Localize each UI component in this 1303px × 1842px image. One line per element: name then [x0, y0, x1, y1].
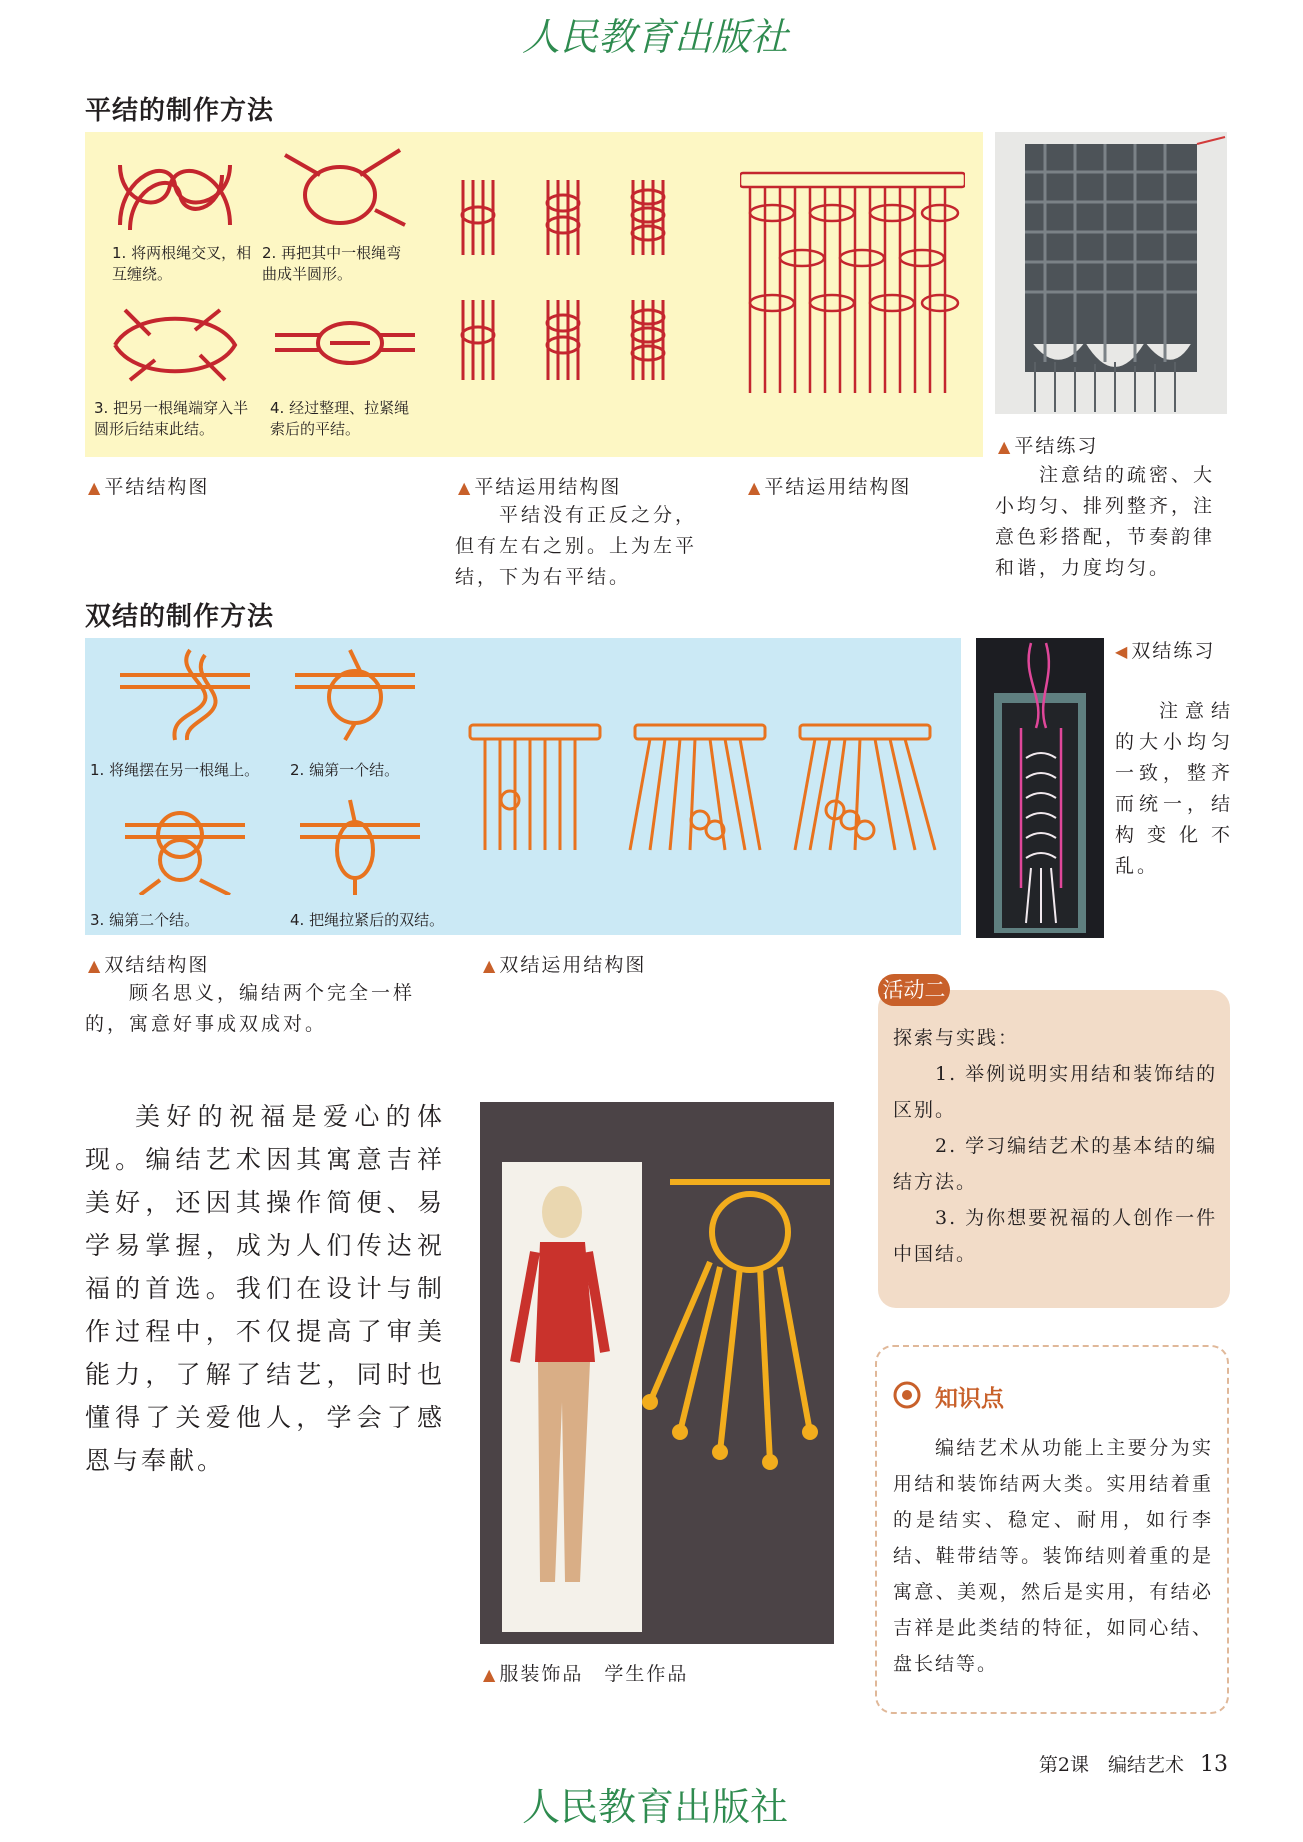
caption-double-knot-application: ▲ 双结运用结构图 — [483, 954, 647, 976]
page-number: 13 — [1200, 1752, 1228, 1777]
note-double-knot-structure: 顾名思义，编结两个完全一样的，寓意好事成双成对。 — [85, 982, 416, 1035]
flat-knot-step4-text: 4. 经过整理、拉紧绳索后的平结。 — [270, 399, 410, 438]
flat-knot-step1-text: 1. 将两根绳交叉，相互缠绕。 — [112, 244, 252, 283]
activity-badge: 活动二 — [878, 974, 950, 1006]
publisher-logo — [470, 10, 840, 62]
flat-knot-application-diagram-1 — [455, 175, 695, 390]
svg-text:人民教育出版社: 人民教育出版社 — [521, 15, 789, 59]
body-paragraph: 美好的祝福是爱心的体现。编结艺术因其寓意吉祥美好，还因其操作简便、易学易掌握，成为人们传达祝福的首选。我们在设计与制作过程中，不仅提高了审美能力，了解了结艺，同时也懂得了关爱他人，学会了感恩与奉献。 — [85, 1102, 445, 1475]
publisher-logo-bottom — [470, 1780, 840, 1832]
caption-flat-knot-practice: ▲ 平结练习 — [998, 435, 1099, 457]
flat-knot-step3-illustration — [110, 300, 240, 390]
double-knot-practice-photo — [976, 638, 1104, 938]
svg-text:人民教育出版社: 人民教育出版社 — [521, 1785, 789, 1829]
target-icon — [892, 1380, 922, 1410]
flat-knot-step3-text: 3. 把另一根绳端穿入半圆形后结束此结。 — [94, 399, 249, 438]
activity-heading: 探索与实践： — [893, 1027, 1020, 1049]
activity-item: 2. 学习编结艺术的基本结的编结方法。 — [893, 1135, 1218, 1193]
double-knot-step3-text: 3. 编第二个结。 — [90, 911, 200, 929]
section-title-double-knot: 双结的制作方法 — [85, 602, 275, 632]
section-title-flat-knot: 平结的制作方法 — [85, 96, 275, 126]
page-footer — [1039, 1750, 1228, 1777]
flat-knot-step2-illustration — [280, 140, 410, 235]
activity-item: 3. 为你想要祝福的人创作一件中国结。 — [893, 1207, 1218, 1265]
note-flat-knot-application: 平结没有正反之分，但有左右之别。上为左平结，下为右平结。 — [455, 504, 698, 588]
double-knot-step2-illustration — [290, 645, 420, 745]
note-flat-knot-practice: 注意结的疏密、大小均匀、排列整齐，注意色彩搭配，节奏韵律和谐，力度均匀。 — [995, 464, 1216, 579]
student-work-photo — [480, 1102, 834, 1644]
activity-item: 1. 举例说明实用结和装饰结的区别。 — [893, 1063, 1218, 1121]
double-knot-step4-text: 4. 把绳拉紧后的双结。 — [290, 911, 445, 929]
double-knot-step1-illustration — [115, 645, 255, 745]
caption-flat-knot-application-1: ▲ 平结运用结构图 — [458, 476, 622, 498]
activity-content — [893, 1020, 1218, 1272]
note-double-knot-practice: 注意结的大小均匀一致，整齐而统一，结构变化不乱。 — [1115, 700, 1233, 877]
double-knot-application-diagram — [465, 720, 955, 860]
flat-knot-step2-text: 2. 再把其中一根绳弯曲成半圆形。 — [262, 244, 402, 283]
caption-student-work: ▲ 服装饰品 学生作品 — [483, 1663, 689, 1685]
double-knot-step4-illustration — [295, 795, 425, 895]
flat-knot-application-diagram-2 — [740, 168, 965, 398]
flat-knot-step1-illustration — [110, 145, 240, 235]
double-knot-step1-text: 1. 将绳摆在另一根绳上。 — [90, 761, 260, 779]
caption-double-knot-structure: ▲ 双结结构图 — [88, 954, 210, 976]
double-knot-step3-illustration — [120, 795, 250, 895]
double-knot-step2-text: 2. 编第一个结。 — [290, 761, 400, 779]
caption-flat-knot-structure: ▲ 平结结构图 — [88, 476, 210, 498]
knowledge-point-text: 编结艺术从功能上主要分为实用结和装饰结两大类。实用结着重的是结实、稳定、耐用，如行李结、鞋带结等。装饰结则着重的是寓意、美观，然后是实用，有结必吉祥是此类结的特征，如同心结、盘长结等。 — [893, 1437, 1213, 1675]
lesson-label: 第2课 编结艺术 — [1038, 1754, 1184, 1776]
caption-double-knot-practice: ◀ 双结练习 — [1115, 640, 1216, 662]
flat-knot-practice-photo — [995, 132, 1227, 414]
caption-flat-knot-application-2: ▲ 平结运用结构图 — [748, 476, 912, 498]
knowledge-point-title: 知识点 — [935, 1386, 1004, 1412]
flat-knot-step4-illustration — [275, 305, 415, 385]
